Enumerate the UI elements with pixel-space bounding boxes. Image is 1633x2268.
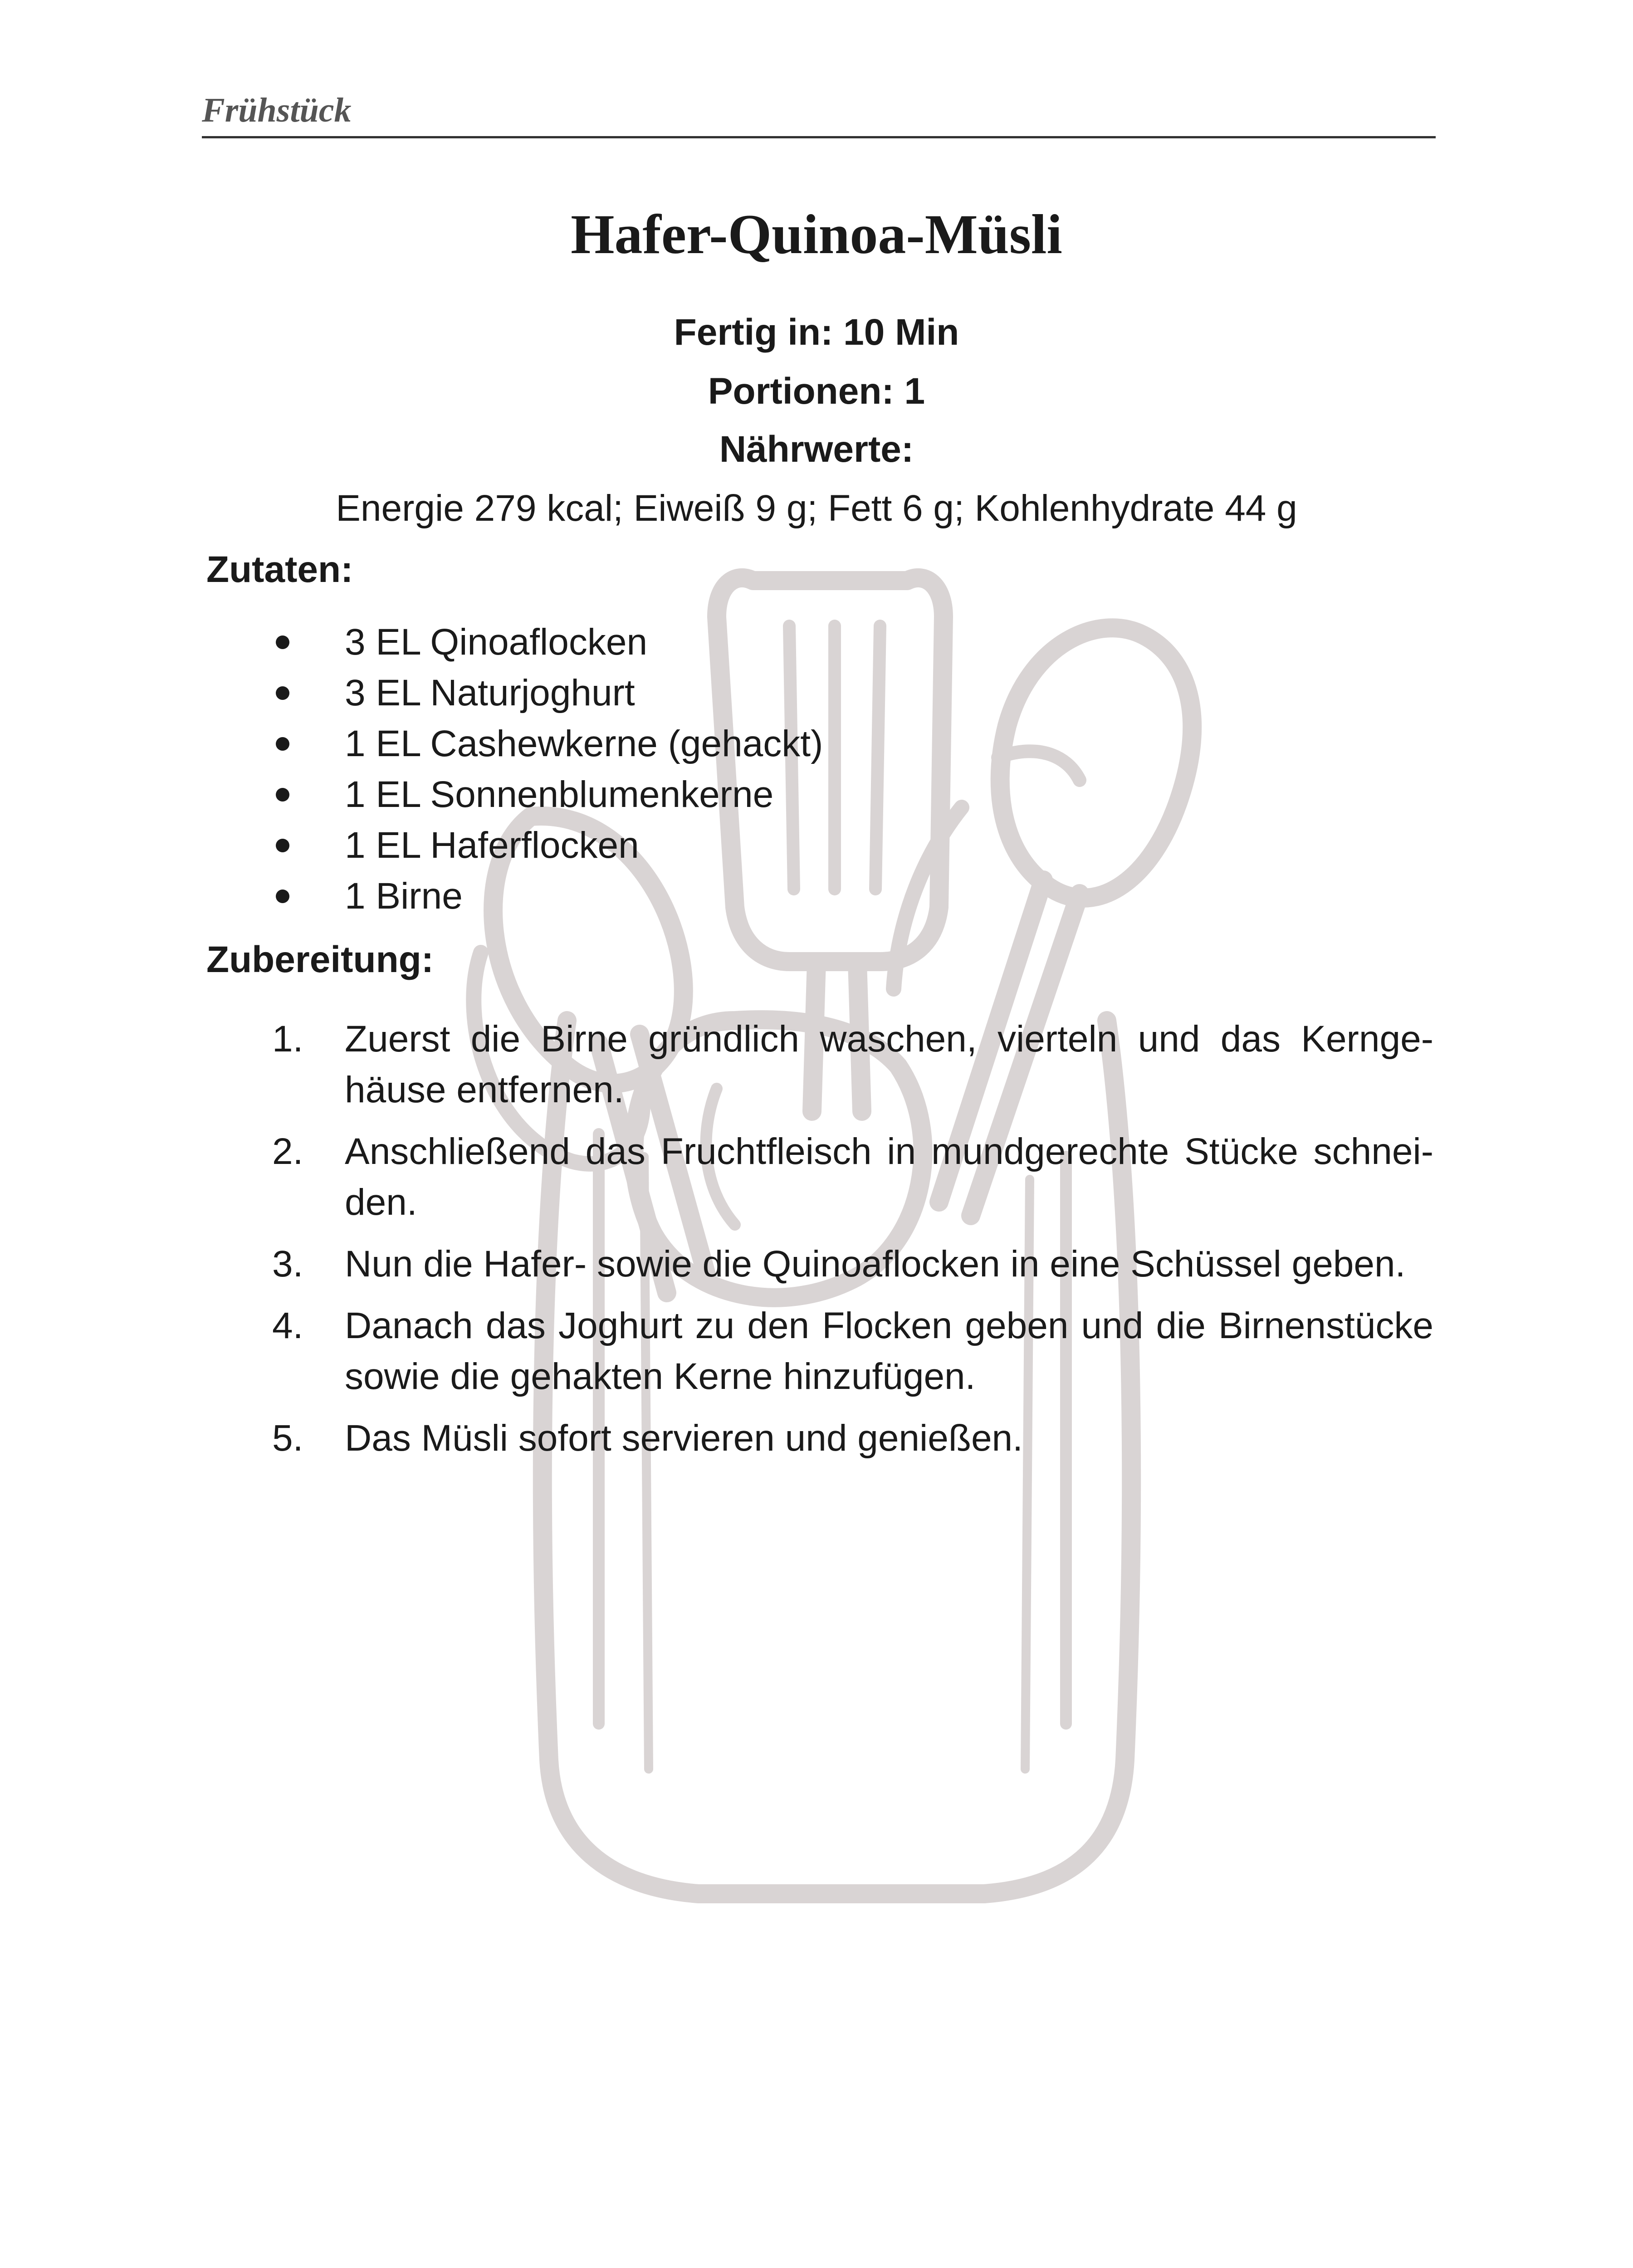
nutrition-label: Nährwerte: [719, 429, 914, 470]
ingredient-text: 1 Birne [345, 875, 463, 917]
step-item [272, 1413, 1433, 1464]
step-text: Das Müsli sofort servieren und genießen. [345, 1418, 1023, 1459]
ingredient-text: 1 EL Haferflocken [345, 825, 639, 866]
step-text: Nun die Hafer- sowie die Quinoaflocken in eine Schüssel geben. [345, 1243, 1406, 1285]
bullet-icon [276, 635, 289, 649]
step-number: 5. [272, 1418, 303, 1459]
step-number: 1. [272, 1018, 303, 1060]
bullet-icon [276, 686, 289, 700]
ingredients-heading: Zutaten: [206, 549, 353, 590]
ingredient-text: 3 EL Qinoaflocken [345, 621, 648, 663]
preparation-heading: Zubereitung: [206, 939, 434, 980]
bullet-icon [276, 890, 289, 903]
bullet-icon [276, 788, 289, 802]
step-item [272, 1126, 1433, 1228]
ingredient-text: 1 EL Sonnenblumenkerne [345, 774, 774, 815]
step-number: 3. [272, 1243, 303, 1285]
preparation-steps [272, 1014, 1433, 1475]
prep-time: Fertig in: 10 Min [674, 312, 959, 353]
header-rule [202, 136, 1436, 138]
bullet-icon [276, 839, 289, 852]
servings: Portionen: 1 [708, 371, 925, 412]
step-item [272, 1300, 1433, 1402]
running-header: Frühstück [202, 91, 352, 129]
step-text: Anschließend das Fruchtfleisch in mundgerechte Stücke schneiden. [345, 1131, 1433, 1223]
nutrition-values: Energie 279 kcal; Eiweiß 9 g; Fett 6 g; Kohlenhydrate 44 g [336, 488, 1297, 529]
step-item [272, 1014, 1433, 1115]
step-text: Danach das Joghurt zu den Flocken geben und die Birnenstücke sowie die gehakten Kerne hinzufügen. [345, 1305, 1433, 1397]
step-item [272, 1239, 1433, 1290]
ingredient-text: 1 EL Cashewkerne (gehackt) [345, 723, 823, 764]
recipe-title: Hafer-Quinoa-Müsli [571, 203, 1062, 265]
step-text: Zuerst die Birne gründlich waschen, vierteln und das Kerngehäuse entfernen. [345, 1018, 1433, 1110]
step-number: 2. [272, 1131, 303, 1172]
bullet-icon [276, 737, 289, 751]
ingredient-text: 3 EL Naturjoghurt [345, 672, 635, 714]
step-number: 4. [272, 1305, 303, 1346]
